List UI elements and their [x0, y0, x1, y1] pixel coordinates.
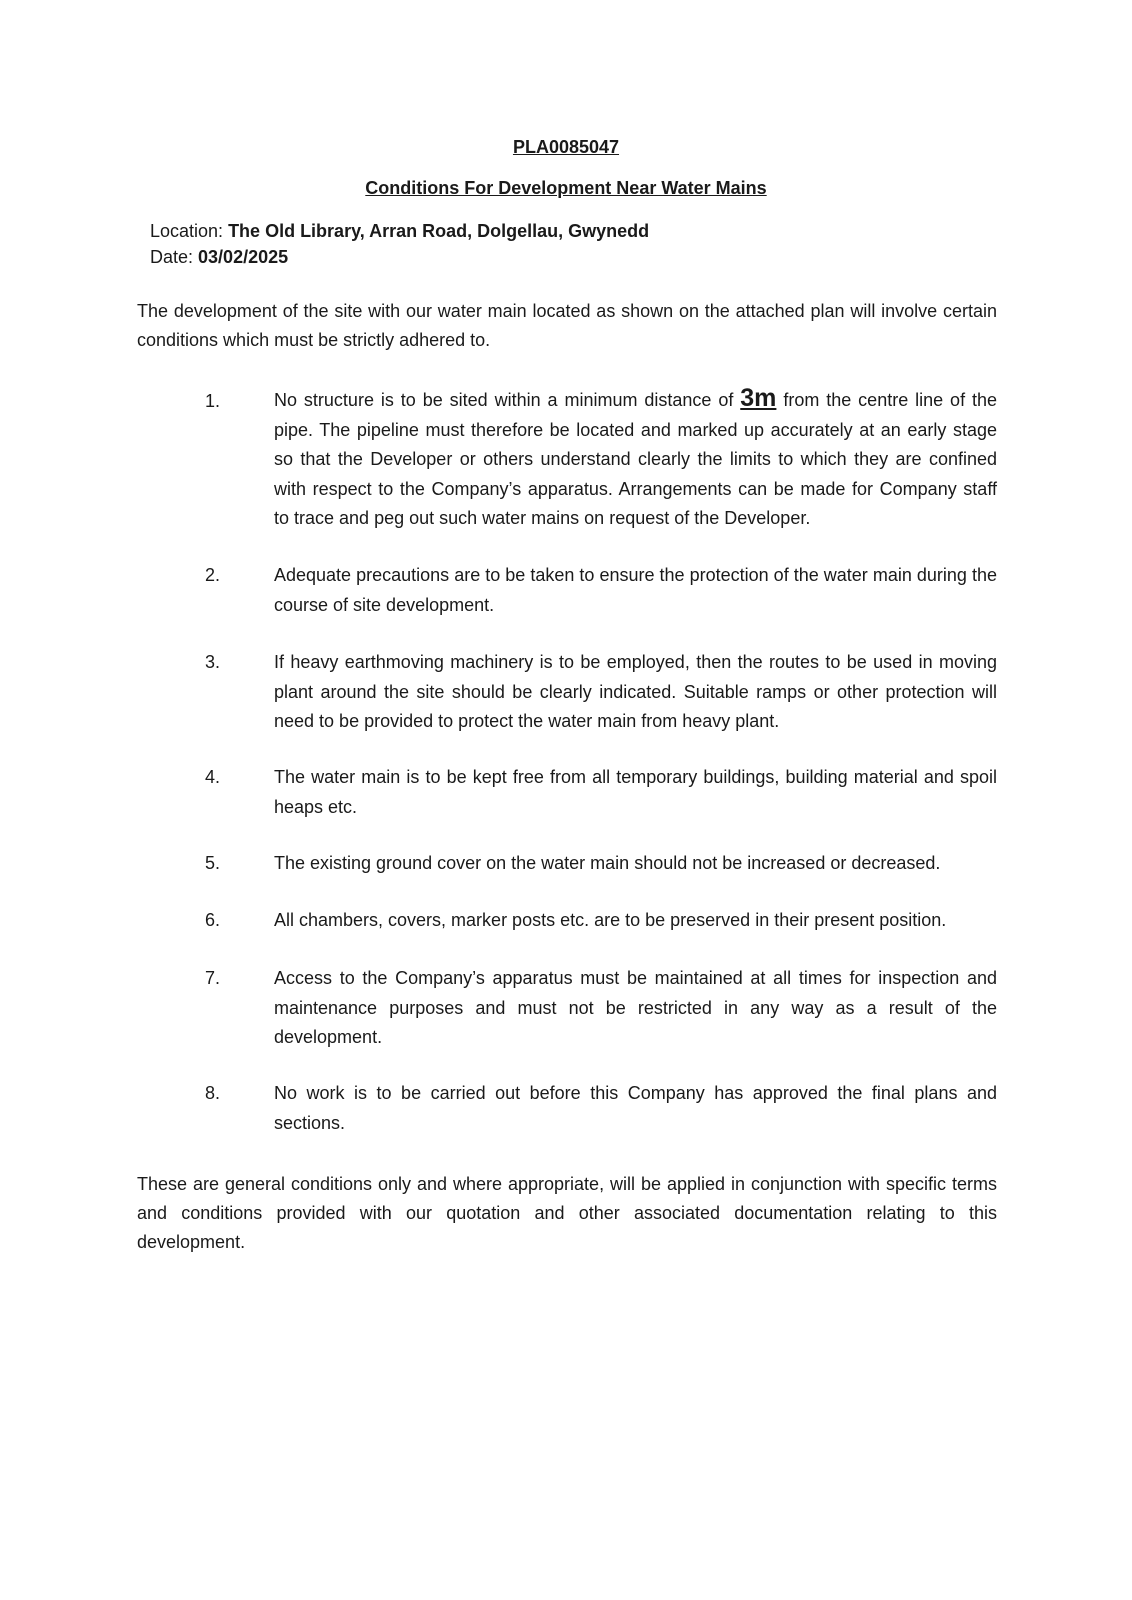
condition-number: 8. — [205, 1083, 221, 1103]
condition-text: The water main is to be kept free from all temporary buildings, building material and spoil heaps etc. — [274, 767, 997, 817]
condition-text: The existing ground cover on the water main should not be increased or decreased. — [274, 853, 941, 873]
condition-text-after: from the centre line of the pipe. The pipeline must therefore be located and marked up accurately at an early stage so that the Developer or others understand clearly the limits to which they are confined with respect to the Company’s apparatus. Arrangements can be made for Company staff to trace and peg out such water mains on request of the Developer. — [274, 390, 998, 528]
condition-item — [205, 561, 997, 620]
condition-item — [205, 964, 997, 1053]
condition-number: 7. — [205, 968, 221, 988]
condition-number: 3. — [205, 652, 221, 672]
location-value: The Old Library, Arran Road, Dolgellau, Gwynedd — [228, 221, 650, 241]
condition-item — [205, 906, 997, 936]
location-label: Location: — [150, 221, 229, 241]
intro-paragraph: The development of the site with our water main located as shown on the attached plan will involve certain conditions which must be strictly adhered to. — [137, 301, 997, 350]
date-label: Date: — [150, 247, 199, 267]
document-title: Conditions For Development Near Water Mains — [365, 178, 767, 198]
condition-text: Access to the Company’s apparatus must be maintained at all times for inspection and maintenance purposes and must not be restricted in any way as a result of the development. — [274, 968, 997, 1047]
condition-number: 2. — [205, 565, 221, 585]
condition-text: Adequate precautions are to be taken to ensure the protection of the water main during the course of site development. — [274, 565, 997, 615]
condition-text: No work is to be carried out before this Company has approved the final plans and sections. — [274, 1083, 997, 1133]
condition-number: 6. — [205, 910, 221, 930]
reference-number: PLA0085047 — [512, 137, 620, 157]
date-line — [150, 244, 649, 270]
closing-paragraph: These are general conditions only and where appropriate, will be applied in conjunction with specific terms and conditions provided with our quotation and other associated documentation relating to this development. — [137, 1174, 997, 1252]
condition-text: All chambers, covers, marker posts etc. are to be preserved in their present position. — [274, 910, 947, 930]
condition-item — [205, 648, 997, 737]
condition-item — [205, 384, 997, 534]
condition-number: 5. — [205, 853, 221, 873]
condition-number: 4. — [205, 767, 221, 787]
condition-text-before: No structure is to be sited within a minimum distance of — [274, 390, 741, 410]
document-meta — [150, 218, 649, 270]
condition-item — [205, 1079, 997, 1138]
condition-item — [205, 763, 997, 822]
date-value: 03/02/2025 — [198, 247, 289, 267]
location-line — [150, 218, 649, 244]
condition-number: 1. — [205, 391, 221, 411]
condition-text — [274, 384, 997, 534]
distance-emphasis: 3m — [740, 384, 777, 412]
condition-item — [205, 849, 997, 879]
condition-text: If heavy earthmoving machinery is to be employed, then the routes to be used in moving plant around the site should be clearly indicated. Suitable ramps or other protection will need to be provided to protect the water main from heavy plant. — [274, 652, 997, 731]
